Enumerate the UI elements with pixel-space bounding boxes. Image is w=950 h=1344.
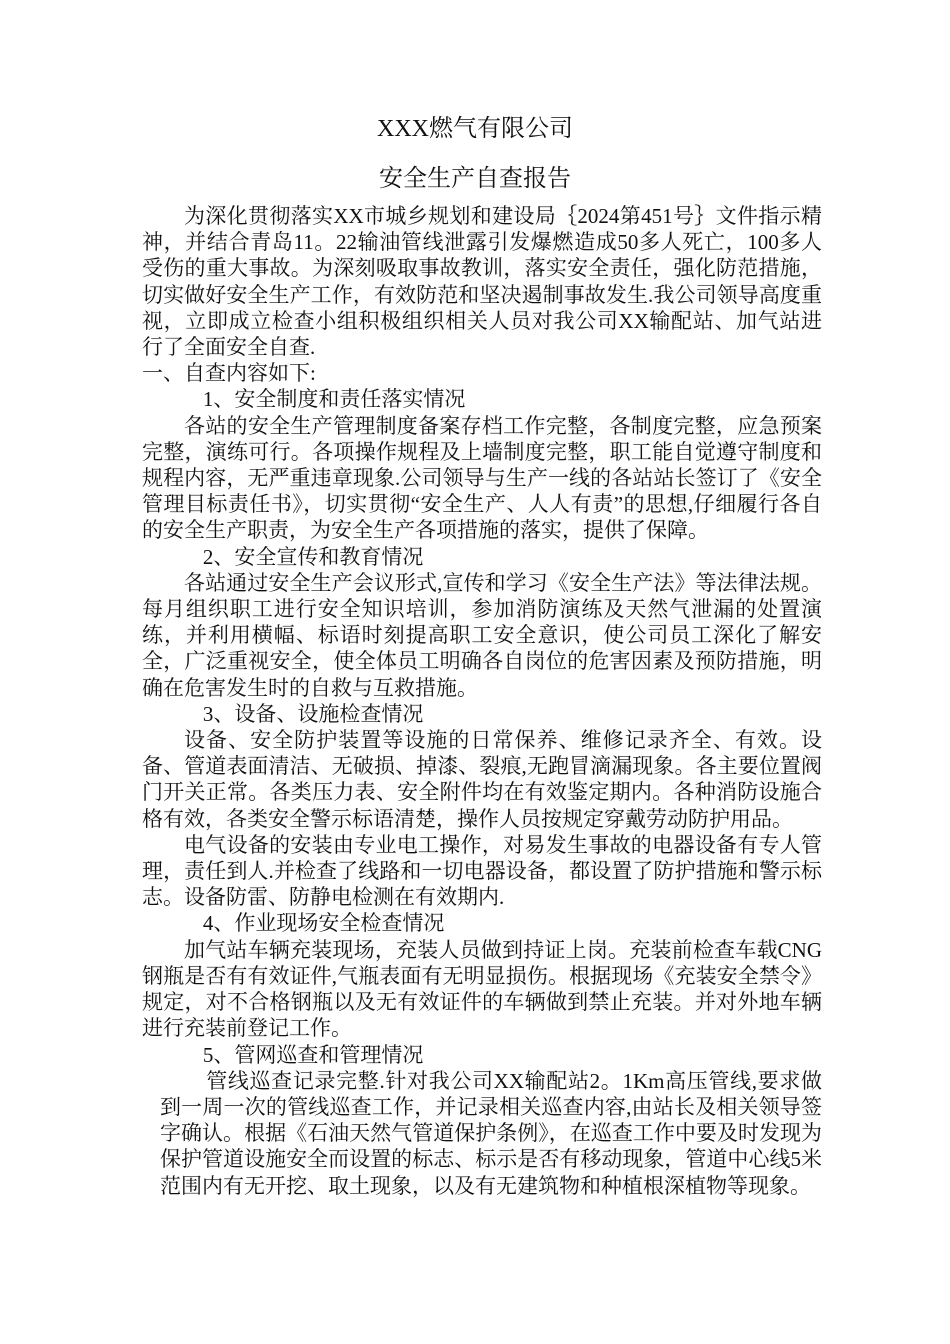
item-heading-1: 1、安全制度和责任落实情况 [202, 387, 466, 412]
item-paragraph-1: 各站的安全生产管理制度备案存档工作完整，各制度完整，应急预案完整，演练可行。各项操作规程及上墙制度完整，职工能自觉遵守制度和规程内容，无严重违章现象.公司领导与生产一线的各站站长签订了《安全管理目标责任书》，切实贯彻“安全生产、人人有责”的思想,仔细履行各自的安全生产职责，为安全生产各项措施的落实，提供了保障。 [142, 413, 822, 543]
intro-paragraph: 为深化贯彻落实XX市城乡规划和建设局｛2024第451号｝文件指示精神，并结合青岛11。22输油管线泄露引发爆燃造成50多人死亡，100多人受伤的重大事故。为深刻吸取事故教训，落实安全责任，强化防范措施，切实做好安全生产工作，有效防范和坚决遏制事故发生.我公司领导高度重视，立即成立检查小组积极组织相关人员对我公司XX输配站、加气站进行了全面安全自查. [142, 204, 822, 360]
section-heading: 一、自查内容如下: [142, 361, 316, 386]
item-heading-2: 2、安全宣传和教育情况 [202, 544, 424, 569]
item-paragraph-5: 管线巡查记录完整.针对我公司XX输配站2。1Km高压管线,要求做到一周一次的管线巡查工作，并记录相关巡查内容,由站长及相关领导签字确认。根据《石油天然气管道保护条例》，在巡查工作中要及时发现为保护管道设施安全而设置的标志、标示是否有移动现象，管道中心线5米范围内有无开挖、取土现象，以及有无建筑物和种植根深植物等现象。 [160, 1068, 822, 1198]
item-paragraph-3a: 设备、安全防护装置等设施的日常保养、维修记录齐全、有效。设备、管道表面清洁、无破损、掉漆、裂痕,无跑冒滴漏现象。各主要位置阀门开关正常。各类压力表、安全附件均在有效鉴定期内。各种消防设施合格有效，各类安全警示标语清楚，操作人员按规定穿戴劳动防护用品。 [142, 728, 822, 831]
report-title: 安全生产自查报告 [379, 166, 571, 192]
report-body [142, 203, 822, 1199]
item-heading-4: 4、作业现场安全检查情况 [202, 911, 445, 936]
item-paragraph-3b: 电气设备的安装由专业电工操作，对易发生事故的电器设备有专人管理，责任到人.并检查了线路和一切电器设备，都设置了防护措施和警示标志。设备防雷、防静电检测在有效期内. [142, 832, 822, 910]
item-paragraph-4: 加气站车辆充装现场，充装人员做到持证上岗。充装前检查车载CNG钢瓶是否有有效证件,气瓶表面有无明显损伤。根据现场《充装安全禁令》规定，对不合格钢瓶以及无有效证件的车辆做到禁止充装。并对外地车辆进行充装前登记工作。 [142, 937, 822, 1041]
item-paragraph-2: 各站通过安全生产会议形式,宣传和学习《安全生产法》等法律法规。每月组织职工进行安全知识培训，参加消防演练及天然气泄漏的处置演练，并利用横幅、标语时刻提高职工安全意识，使公司员工深化了解安全，广泛重视安全，使全体员工明确各自岗位的危害因素及预防措施，明确在危害发生时的自救与互救措施。 [142, 570, 822, 700]
company-name: XXX燃气有限公司 [377, 116, 573, 142]
item-heading-5: 5、管网巡查和管理情况 [202, 1042, 424, 1067]
item-heading-3: 3、设备、设施检查情况 [202, 701, 424, 726]
